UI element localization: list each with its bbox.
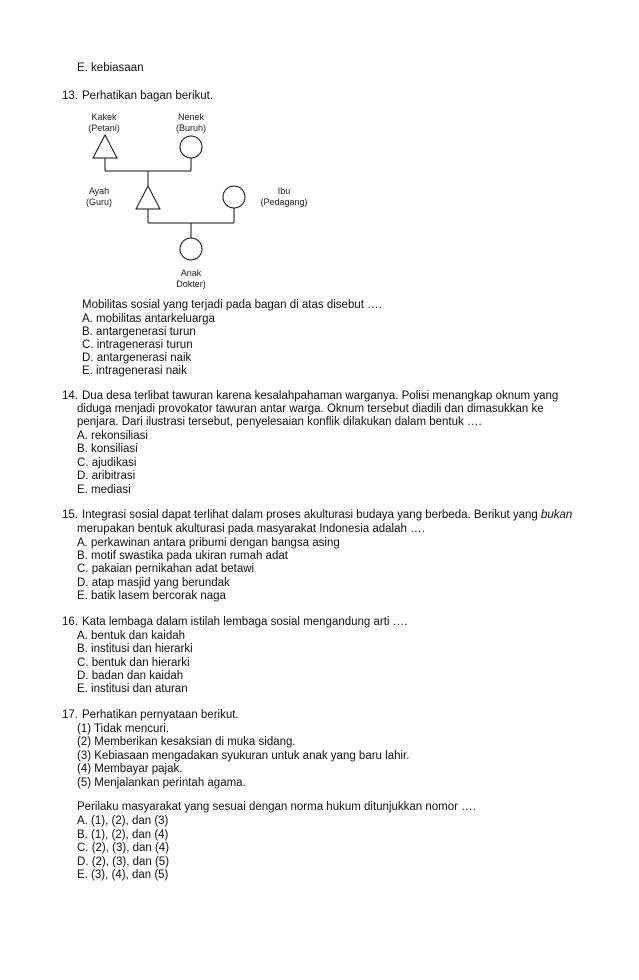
kinship-diagram	[0, 0, 639, 300]
q17-statement-2: (2) Memberikan kesaksian di muka sidang.	[77, 736, 296, 748]
ibu-job: (Pedagang)	[260, 197, 308, 207]
q15-option-b: B. motif swastika pada ukiran rumah adat	[77, 550, 288, 562]
q14-option-b: B. konsiliasi	[77, 443, 138, 455]
q17-option-b: B. (1), (2), dan (4)	[77, 829, 169, 841]
q14-text-line-3: penjara. Dari ilustrasi tersebut, penyelesaian konflik dilakukan dalam bentuk ….	[77, 416, 482, 428]
q17-statement-5: (5) Menjalankan perintah agama.	[77, 777, 246, 789]
q14-option-c: C. ajudikasi	[77, 457, 137, 469]
nenek-circle-symbol	[180, 136, 202, 158]
q16-option-e: E. institusi dan aturan	[77, 683, 188, 695]
q14-text-line-2: diduga menjadi provokator tawuran antar warga. Oknum tersebut diadili dan dimasukkan ke	[77, 403, 544, 415]
q17-statement-4: (4) Membayar pajak.	[77, 763, 183, 775]
q15-option-d: D. atap masjid yang berundak	[77, 577, 230, 589]
q13-option-b: B. antargenerasi turun	[82, 326, 196, 338]
anak-job: Dokter)	[176, 279, 206, 289]
q17-number: 17.	[62, 709, 78, 721]
q17-option-c: C. (2), (3), dan (4)	[77, 842, 170, 854]
q16-option-d: D. badan dan kaidah	[77, 670, 184, 682]
q14-text-line-1: Dua desa terlibat tawuran karena kesalahpahaman warganya. Polisi menangkap oknum yang	[82, 390, 559, 402]
q15-option-c: C. pakaian pernikahan adat betawi	[77, 563, 255, 575]
q17-option-e: E. (3), (4), dan (5)	[77, 869, 169, 881]
ibu-label: Ibu	[277, 186, 291, 196]
q12-option-e: E. kebiasaan	[77, 62, 144, 74]
q17-question: Perilaku masyarakat yang sesuai dengan norma hukum ditunjukkan nomor ….	[77, 801, 476, 813]
q15-text-main: Integrasi sosial dapat terlihat dalam proses akulturasi budaya yang berbeda. Berikut yang	[82, 509, 541, 521]
q15-option-a: A. perkawinan antara pribumi dengan bangsa asing	[77, 537, 340, 549]
anak-label: Anak	[180, 268, 202, 278]
kakek-job: (Petani)	[88, 123, 120, 133]
q13-question: Mobilitas sosial yang terjadi pada bagan di atas disebut ….	[82, 299, 382, 311]
q13-option-a: A. mobilitas antarkeluarga	[82, 313, 215, 325]
q17-option-d: D. (2), (3), dan (5)	[77, 856, 170, 868]
q16-option-b: B. institusi dan hierarki	[77, 643, 193, 655]
q13-prompt: Perhatikan bagan berikut.	[82, 90, 214, 102]
q16-option-a: A. bentuk dan kaidah	[77, 630, 186, 642]
q17-statement-3: (3) Kebiasaan mengadakan syukuran untuk anak yang baru lahir.	[77, 750, 410, 762]
q15-text-line-1	[82, 508, 572, 522]
q16-number: 16.	[62, 616, 78, 628]
q13-option-d: D. antargenerasi naik	[82, 352, 192, 364]
q13-option-c: C. intragenerasi turun	[82, 339, 193, 351]
ibu-circle-symbol	[223, 186, 245, 208]
nenek-job: (Buruh)	[175, 123, 206, 133]
q17-option-a: A. (1), (2), dan (3)	[77, 815, 169, 827]
q14-option-a: A. rekonsiliasi	[77, 430, 148, 442]
q15-number: 15.	[62, 509, 78, 521]
q15-text-emphasis: bukan	[541, 509, 573, 521]
kakek-label: Kakek	[91, 112, 117, 122]
q17-prompt: Perhatikan pernyataan berikut.	[82, 709, 239, 721]
q13-option-e: E. intragenerasi naik	[82, 365, 187, 377]
q17-statement-1: (1) Tidak mencuri.	[77, 723, 170, 735]
q16-option-c: C. bentuk dan hierarki	[77, 657, 190, 669]
q14-option-e: E. mediasi	[77, 484, 131, 496]
q15-text-line-2: merupakan bentuk akulturasi pada masyarakat Indonesia adalah ….	[77, 523, 425, 535]
q15-option-e: E. batik lasem bercorak naga	[77, 590, 226, 602]
q16-prompt: Kata lembaga dalam istilah lembaga sosial mengandung arti ….	[82, 616, 408, 628]
ayah-label: Ayah	[88, 186, 110, 196]
nenek-label: Nenek	[177, 112, 204, 122]
q14-option-d: D. aribitrasi	[77, 470, 136, 482]
q14-number: 14.	[62, 390, 78, 402]
ayah-triangle-symbol	[136, 186, 160, 209]
anak-circle-symbol	[180, 238, 202, 260]
kakek-triangle-symbol	[93, 135, 117, 158]
q13-number: 13.	[62, 90, 78, 102]
ayah-job: (Guru)	[85, 197, 112, 207]
